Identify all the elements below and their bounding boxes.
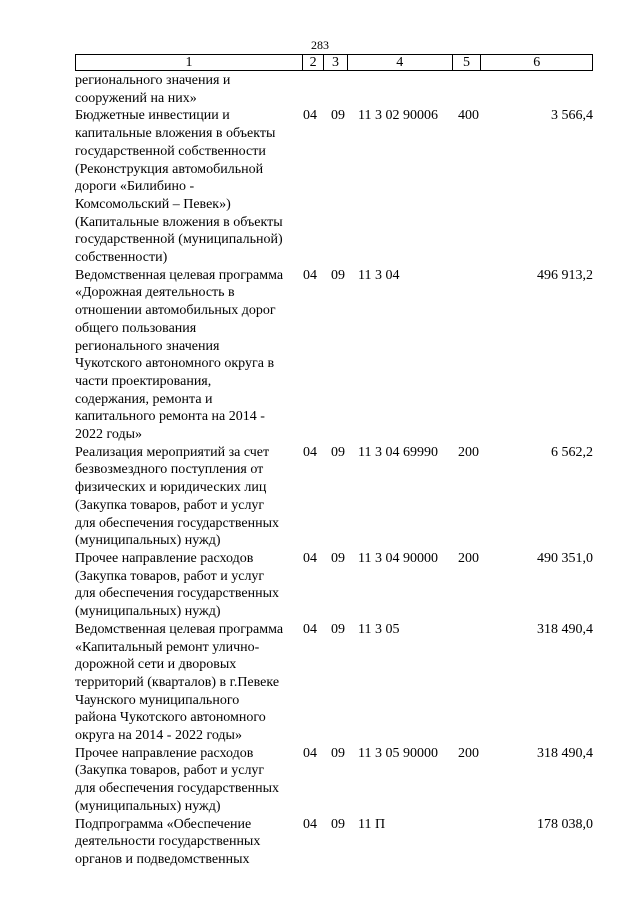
row-target-code: 11 3 02 90006 <box>358 108 438 124</box>
row-subsection: 09 <box>331 745 345 761</box>
row-target-code: 11 3 04 <box>358 267 400 283</box>
row-target-code: 11 3 05 90000 <box>358 745 438 761</box>
table-row <box>75 745 593 816</box>
row-subsection: 09 <box>331 108 345 124</box>
table-row <box>75 267 593 444</box>
row-target-code: 11 3 04 90000 <box>358 550 438 566</box>
row-description: Реализация мероприятий за счет безвозмездного поступления от физических и юридических лиц (Закупка товаров, работ и услуг для обеспечения государственных (муниципальных) нужд) <box>75 444 279 549</box>
row-expense-type <box>458 72 498 107</box>
row-expense-type: 200 <box>458 444 479 460</box>
row-expense-type: 400 <box>458 108 479 124</box>
header-col-6: 6 <box>533 55 541 70</box>
table-row <box>75 550 593 621</box>
row-target-code: 11 П <box>358 816 386 832</box>
row-section: 04 <box>303 816 317 832</box>
row-target-code: 11 3 05 <box>358 621 400 637</box>
table-row <box>75 107 593 266</box>
row-expense-type <box>458 816 498 869</box>
table-row <box>75 72 593 107</box>
row-description: Подпрограмма «Обеспечение деятельности государственных органов и подведомственных <box>75 816 261 867</box>
row-expense-type: 200 <box>458 550 479 566</box>
row-target-code <box>358 72 458 107</box>
row-amount <box>498 72 593 107</box>
table-header <box>75 54 593 71</box>
row-subsection: 09 <box>331 550 345 566</box>
row-description: Ведомственная целевая программа «Дорожная деятельность в отношении автомобильных дорог общего пользования регионального значения Чукотского автономного округа в части проектирования, содержания, ремонта и капитального ремонта на 2014 - 2022 годы» <box>75 267 284 443</box>
row-description: Прочее направление расходов (Закупка товаров, работ и услуг для обеспечения государственных (муниципальных) нужд) <box>75 745 279 814</box>
row-amount: 6 562,2 <box>551 444 593 460</box>
row-amount: 318 490,4 <box>537 621 593 637</box>
row-subsection: 09 <box>331 267 345 283</box>
table-row <box>75 816 593 869</box>
row-description: регионального значения и сооружений на них» <box>75 73 231 106</box>
page-number: 283 <box>311 38 329 52</box>
row-subsection: 09 <box>331 621 345 637</box>
header-col-5: 5 <box>453 55 482 70</box>
row-section <box>303 72 331 107</box>
table-row <box>75 621 593 745</box>
row-amount: 318 490,4 <box>537 745 593 761</box>
table-row <box>75 444 593 550</box>
table-body <box>75 72 593 869</box>
row-target-code: 11 3 04 69990 <box>358 444 438 460</box>
row-amount: 3 566,4 <box>551 108 593 124</box>
row-subsection: 09 <box>331 444 345 460</box>
header-col-3: 3 <box>324 55 348 70</box>
row-amount: 178 038,0 <box>537 816 593 832</box>
row-description: Бюджетные инвестиции и капитальные вложения в объекты государственной собственности (Реконструкция автомобильной дороги «Билибино - Комсомольский – Певек») (Капитальные вложения в объекты государственной (муниципальной) собственности) <box>75 108 283 266</box>
header-col-4: 4 <box>348 55 453 70</box>
row-section: 04 <box>303 108 317 124</box>
row-section: 04 <box>303 550 317 566</box>
row-expense-type <box>458 621 498 745</box>
row-amount: 496 913,2 <box>537 267 593 283</box>
row-section: 04 <box>303 621 317 637</box>
row-section: 04 <box>303 444 317 460</box>
row-description: Ведомственная целевая программа «Капитальный ремонт улично- дорожной сети и дворовых территорий (кварталов) в г.Певеке Чаунского муниципального района Чукотского автономного округа на 2014 - 2022 годы» <box>75 621 284 744</box>
row-section: 04 <box>303 267 317 283</box>
header-col-1: 1 <box>76 55 303 70</box>
row-description: Прочее направление расходов (Закупка товаров, работ и услуг для обеспечения государственных (муниципальных) нужд) <box>75 550 279 620</box>
row-subsection <box>331 72 358 107</box>
header-col-2: 2 <box>303 55 324 70</box>
row-amount: 490 351,0 <box>537 550 593 566</box>
row-expense-type <box>458 267 498 444</box>
row-expense-type: 200 <box>458 745 479 761</box>
row-section: 04 <box>303 745 317 761</box>
row-subsection: 09 <box>331 816 345 832</box>
